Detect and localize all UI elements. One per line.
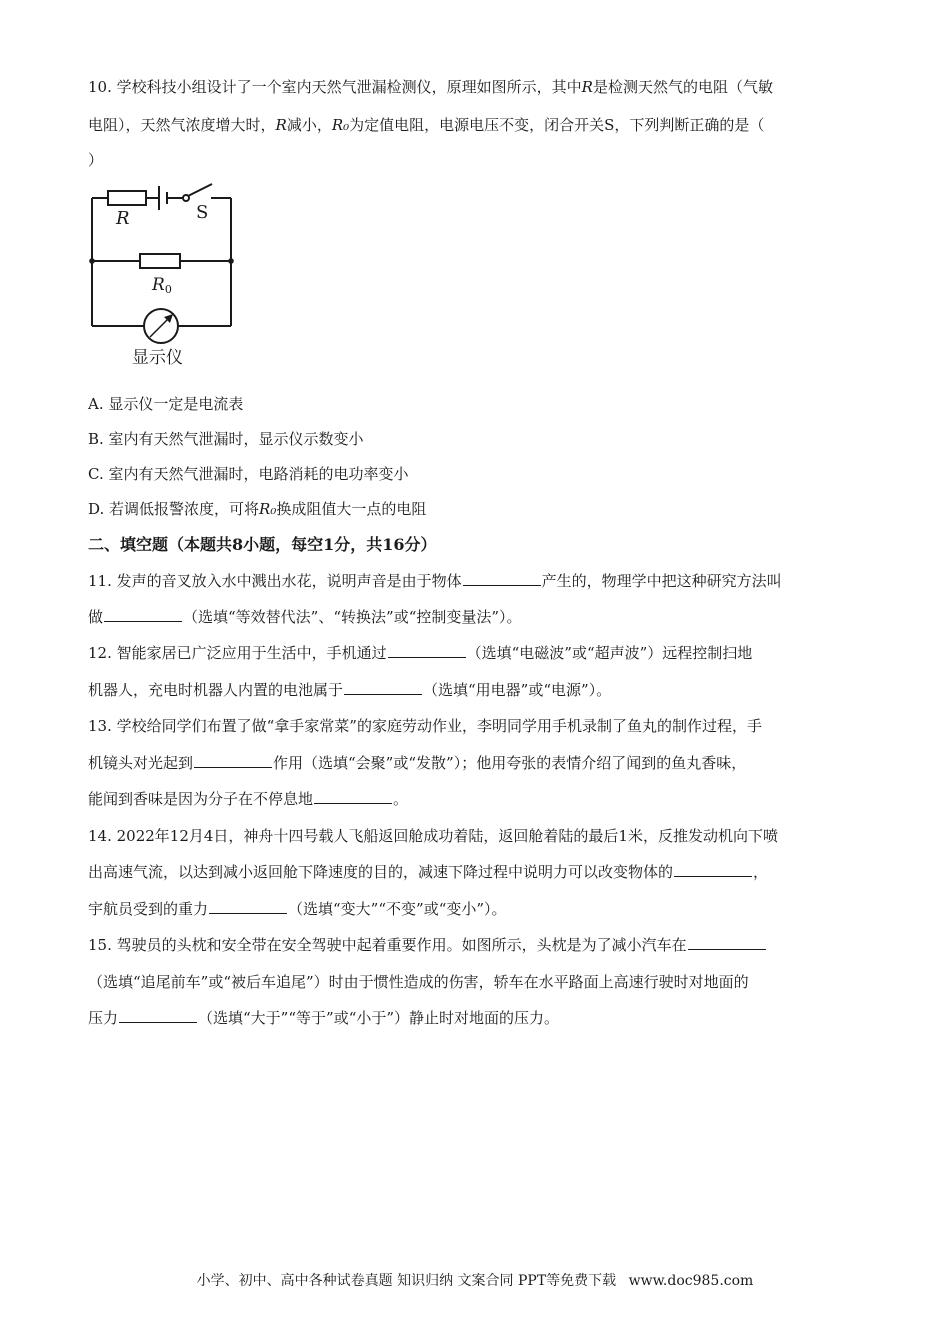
q10-line-3 bbox=[88, 150, 103, 170]
var-r0: R₀ bbox=[259, 500, 277, 518]
q13-text: 。 bbox=[393, 790, 409, 808]
junction-dot bbox=[89, 258, 95, 264]
option-d-text: D. 若调低报警浓度，可将 bbox=[88, 500, 260, 518]
q14-text: ， bbox=[753, 863, 769, 881]
option-a: A. 显示仪一定是电流表 bbox=[88, 395, 244, 413]
answer-blank[interactable] bbox=[388, 643, 466, 658]
q15-text: （选填“大于”“等于”或“小于”）静止时对地面的压力。 bbox=[198, 1009, 560, 1027]
q12-line-2 bbox=[88, 680, 611, 700]
var-r0: R₀ bbox=[331, 116, 350, 134]
answer-blank[interactable] bbox=[688, 935, 766, 950]
q15-line-2: （选填“追尾前车”或“被后车追尾”）时由于惯性造成的伤害，轿车在水平路面上高速行驶时对地面的 bbox=[88, 973, 749, 991]
q11-text: （选填“等效替代法”、“转换法”或“控制变量法”）。 bbox=[183, 608, 522, 626]
answer-blank[interactable] bbox=[674, 862, 752, 877]
q10-line-1 bbox=[88, 77, 773, 97]
q11-text: 做 bbox=[88, 608, 104, 626]
label-s: S bbox=[196, 202, 209, 223]
q13-text: 能闻到香味是因为分子在不停息地 bbox=[88, 790, 314, 808]
switch-blade bbox=[188, 184, 212, 196]
resistor-r bbox=[108, 191, 146, 205]
q12-text: （选填“电磁波”或“超声波”）远程控制扫地 bbox=[466, 644, 753, 662]
q13-line-1: 13. 学校给同学们布置了做“拿手家常菜”的家庭劳动作业，李明同学用手机录制了鱼丸的制作过程，手 bbox=[88, 717, 762, 735]
q10-text: 减小， bbox=[286, 116, 332, 134]
q12-line-1 bbox=[88, 643, 752, 663]
option-b: B. 室内有天然气泄漏时，显示仪示数变小 bbox=[88, 430, 364, 448]
q13-line-2 bbox=[88, 753, 746, 773]
q10-text: ） bbox=[88, 151, 104, 169]
q14-text: 出高速气流，以达到减小返回舱下降速度的目的，减速下降过程中说明力可以改变物体的 bbox=[88, 863, 674, 881]
answer-blank[interactable] bbox=[119, 1008, 197, 1023]
q11-line-1 bbox=[88, 571, 782, 591]
page-footer bbox=[0, 1270, 950, 1290]
q10-text: 电阻），天然气浓度增大时， bbox=[88, 116, 276, 134]
var-r: R bbox=[275, 116, 287, 134]
q11-line-2 bbox=[88, 607, 522, 627]
q12-text: （选填“用电器”或“电源”）。 bbox=[423, 681, 612, 699]
q12-text: 12. 智能家居已广泛应用于生活中，手机通过 bbox=[88, 644, 387, 662]
q15-line-1 bbox=[88, 935, 767, 955]
circuit-diagram bbox=[80, 178, 250, 370]
answer-blank[interactable] bbox=[209, 899, 287, 914]
footer-text: 小学、初中、高中各种试卷真题 知识归纳 文案合同 PPT等免费下载 bbox=[196, 1273, 617, 1289]
var-r: R bbox=[581, 78, 593, 96]
q14-line-1: 14. 2022年12月4日，神舟十四号载人飞船返回舱成功着陆，返回舱着陆的最后1米，反推发动机向下喷 bbox=[88, 827, 778, 845]
answer-blank[interactable] bbox=[314, 789, 392, 804]
q13-text: 作用（选填“会聚”或“发散”）；他用夸张的表情介绍了闻到的鱼丸香味， bbox=[273, 754, 747, 772]
q10-text: 为定值电阻，电源电压不变，闭合开关S，下列判断正确的是（ bbox=[349, 116, 765, 134]
answer-blank[interactable] bbox=[194, 753, 272, 768]
q10-text: 是检测天然气的电阻（气敏 bbox=[592, 78, 773, 96]
resistor-r0 bbox=[140, 254, 180, 268]
q14-line-2 bbox=[88, 862, 768, 882]
q14-text: （选填“变大”“不变”或“变小”）。 bbox=[288, 900, 507, 918]
answer-blank[interactable] bbox=[104, 607, 182, 622]
label-r: R bbox=[116, 208, 130, 229]
label-r0: R0 bbox=[152, 275, 172, 296]
q10-text: 10. 学校科技小组设计了一个室内天然气泄漏检测仪，原理如图所示，其中 bbox=[88, 78, 582, 96]
q12-text: 机器人，充电时机器人内置的电池属于 bbox=[88, 681, 344, 699]
junction-dot bbox=[228, 258, 234, 264]
q15-text: 15. 驾驶员的头枕和安全带在安全驾驶中起着重要作用。如图所示，头枕是为了减小汽车在 bbox=[88, 936, 687, 954]
option-d bbox=[88, 499, 426, 519]
q14-line-3 bbox=[88, 899, 507, 919]
q14-text: 宇航员受到的重力 bbox=[88, 900, 209, 918]
q13-text: 机镜头对光起到 bbox=[88, 754, 194, 772]
label-meter: 显示仪 bbox=[132, 348, 183, 368]
q15-text: 压力 bbox=[88, 1009, 119, 1027]
option-c: C. 室内有天然气泄漏时，电路消耗的电功率变小 bbox=[88, 465, 409, 483]
q13-line-3 bbox=[88, 789, 408, 809]
q11-text: 产生的，物理学中把这种研究方法叫 bbox=[541, 572, 782, 590]
q10-line-2 bbox=[88, 115, 764, 135]
q11-text: 11. 发声的音叉放入水中溅出水花，说明声音是由于物体 bbox=[88, 572, 462, 590]
answer-blank[interactable] bbox=[463, 571, 541, 586]
footer-link[interactable]: www.doc985.com bbox=[628, 1273, 754, 1289]
option-d-text: 换成阻值大一点的电阻 bbox=[276, 500, 427, 518]
section-heading: 二、填空题（本题共8小题，每空1分，共16分） bbox=[88, 535, 437, 554]
q15-line-3 bbox=[88, 1008, 559, 1028]
answer-blank[interactable] bbox=[344, 680, 422, 695]
